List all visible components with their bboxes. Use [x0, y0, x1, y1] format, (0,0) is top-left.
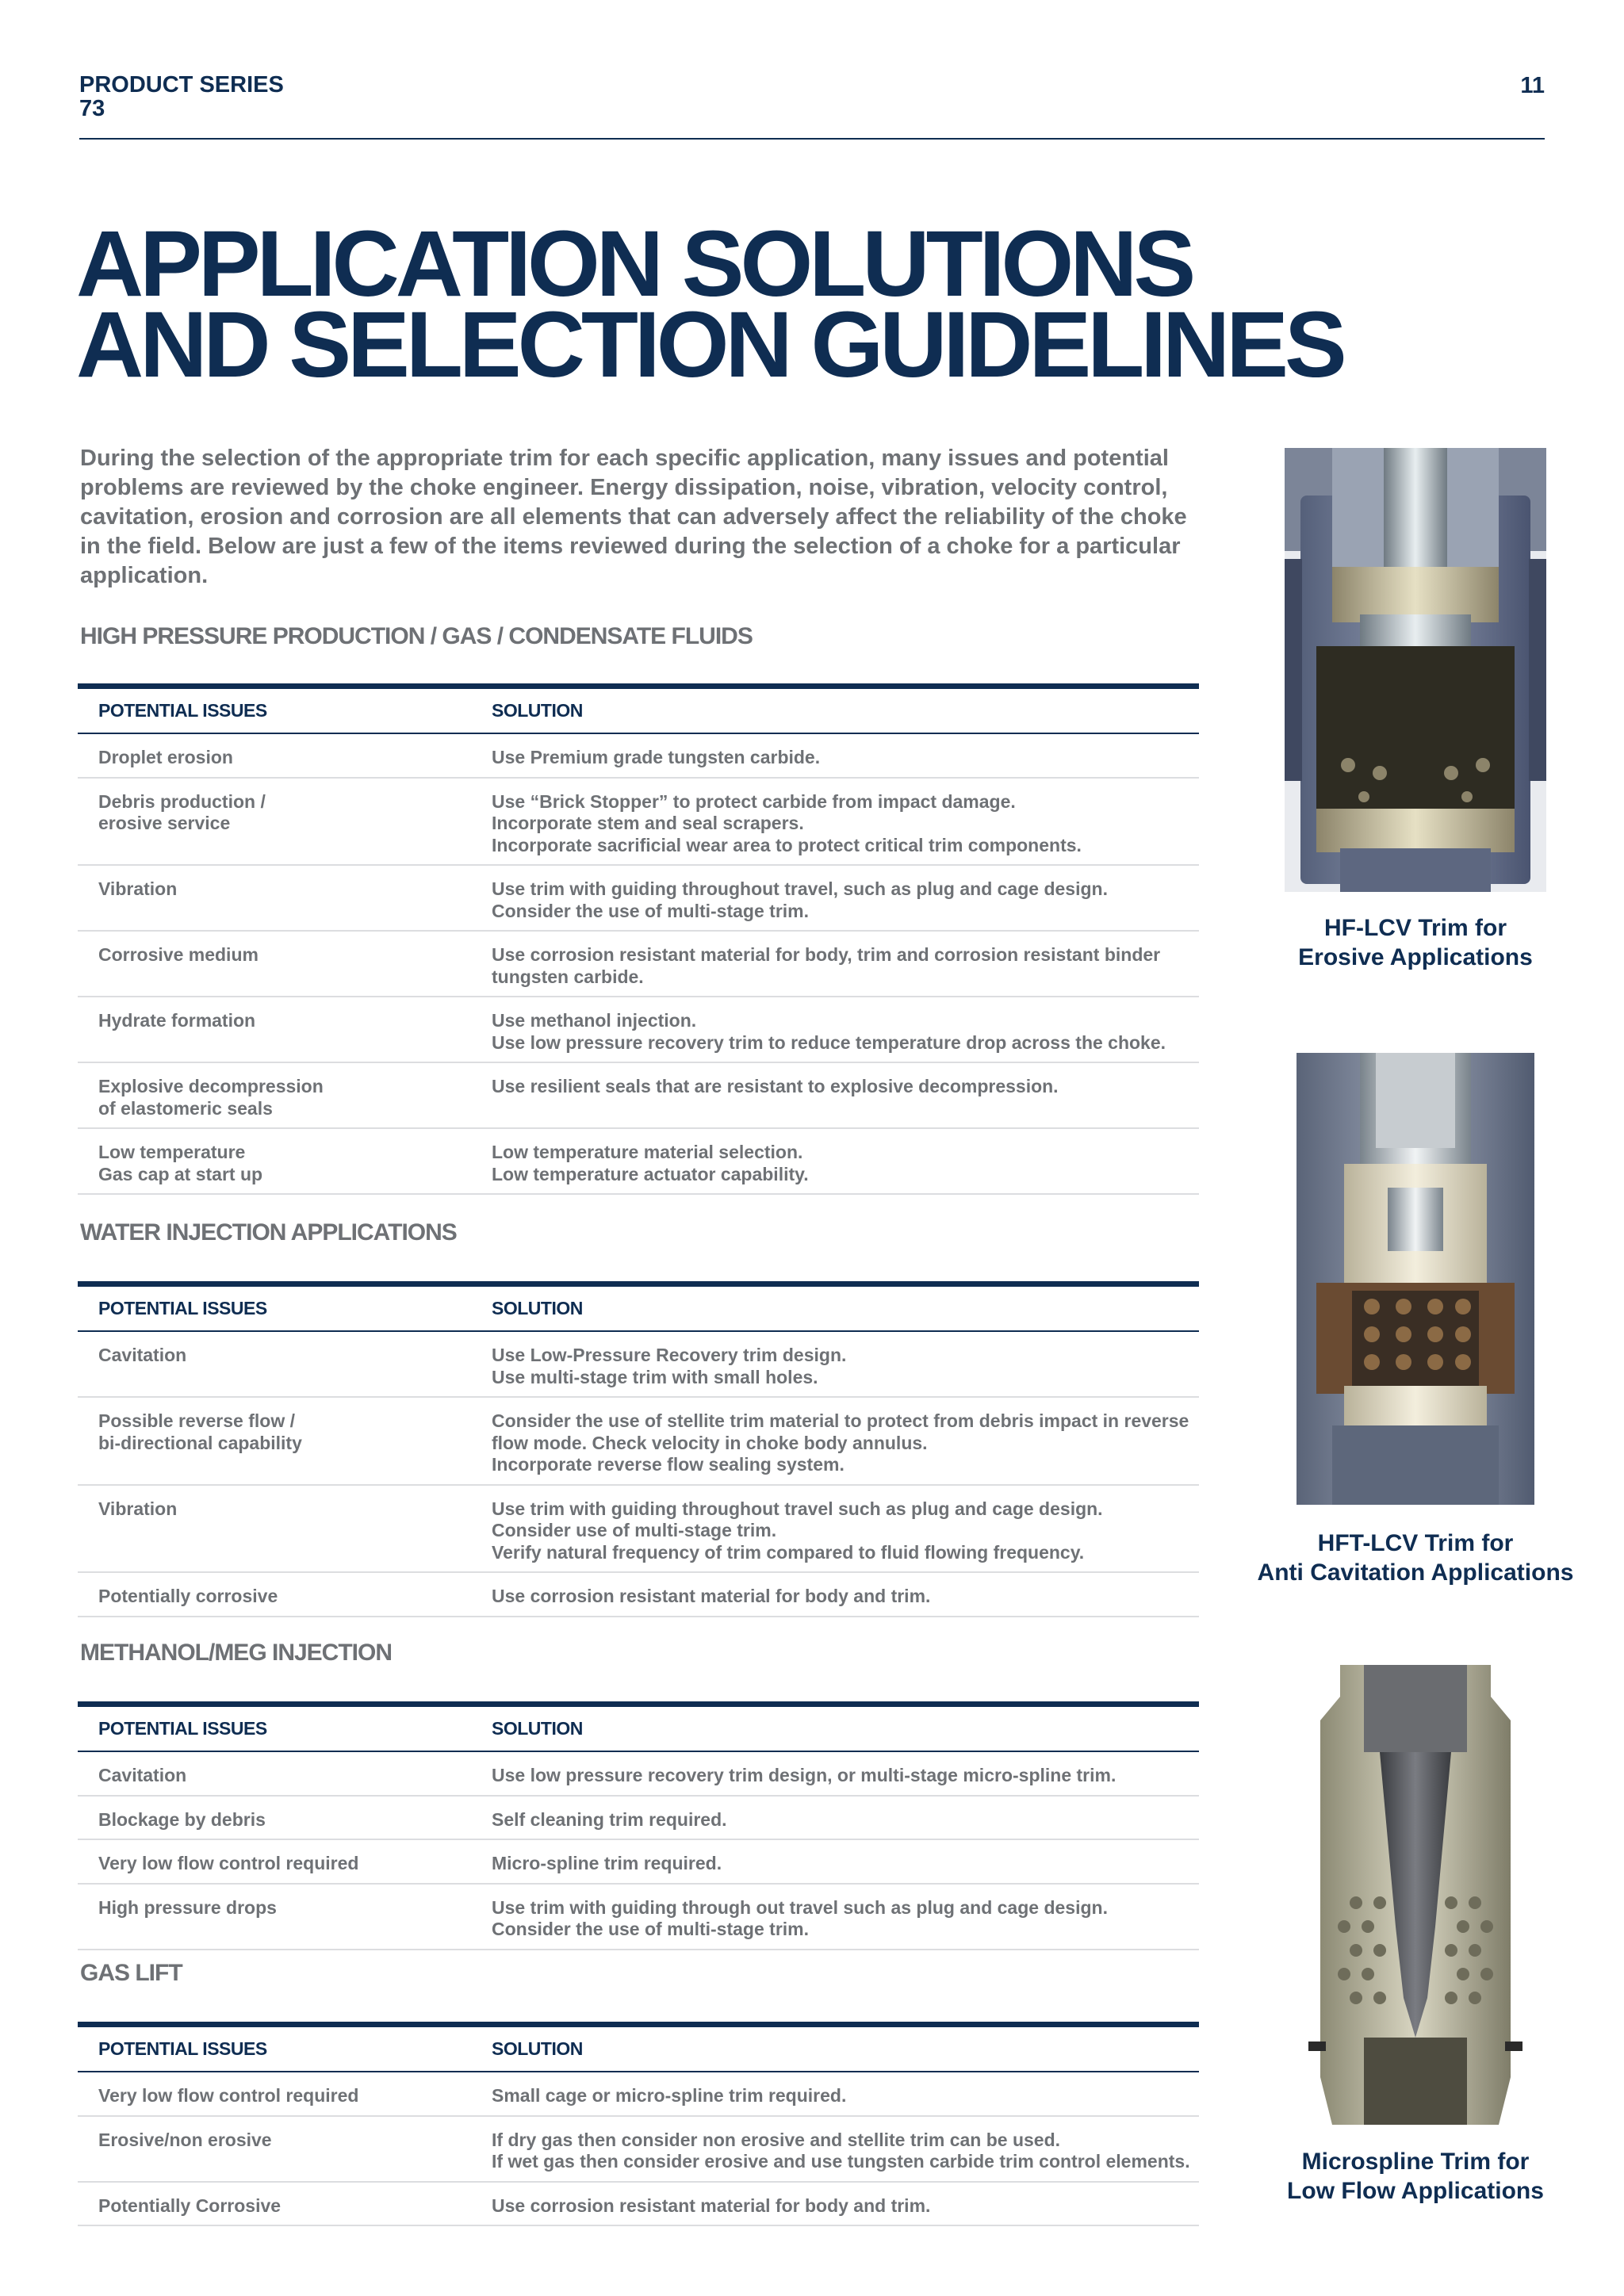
issue-cell: [78, 1128, 471, 1194]
table-header-row: [78, 2025, 1199, 2072]
section-title-high-pressure: HIGH PRESSURE PRODUCTION / GAS / CONDENSATE FLUIDS: [80, 623, 753, 649]
solution-cell: [471, 1572, 1199, 1617]
section-title-water-injection: WATER INJECTION APPLICATIONS: [80, 1219, 457, 1246]
solution-text-line: Verify natural frequency of trim compared to fluid flowing frequency.: [492, 1541, 1085, 1563]
solution-text-line: Consider the use of multi-stage trim.: [492, 900, 809, 921]
solution-text-line: flow mode. Check velocity in choke body annulus.: [492, 1432, 928, 1453]
hft-lcv-caption-line-1: HFT-LCV Trim for: [1317, 1530, 1514, 1556]
solution-text-line: Incorporate reverse flow sealing system.: [492, 1454, 845, 1475]
table-row: [78, 1128, 1199, 1194]
table-row: [78, 1397, 1199, 1485]
issue-text-line: Low temperature: [98, 1142, 246, 1162]
issue-cell: [78, 2072, 471, 2116]
column-header-solution: SOLUTION: [471, 687, 1199, 734]
issue-cell: [78, 1839, 471, 1884]
issue-text-line: Droplet erosion: [98, 747, 233, 767]
solution-cell: [471, 778, 1199, 866]
issue-cell: [78, 931, 471, 997]
solution-text-line: tungsten carbide.: [492, 966, 644, 987]
solution-text-line: If dry gas then consider non erosive and stellite trim can be used.: [492, 2129, 1061, 2150]
table-row: [78, 1572, 1199, 1617]
solution-text-line: Use trim with guiding throughout travel, such as plug and cage design.: [492, 878, 1108, 899]
column-header-solution: SOLUTION: [471, 2025, 1199, 2072]
hft-lcv-caption-line-2: Anti Cavitation Applications: [1257, 1559, 1574, 1586]
solution-cell: [471, 733, 1199, 778]
solution-cell: [471, 1128, 1199, 1194]
solution-cell: [471, 1751, 1199, 1796]
solution-cell: [471, 1796, 1199, 1840]
gas-lift-table: [78, 2022, 1199, 2226]
table-row: [78, 865, 1199, 931]
issue-text-line: Hydrate formation: [98, 1010, 256, 1031]
solution-text-line: Use multi-stage trim with small holes.: [492, 1366, 818, 1387]
solution-text-line: Use corrosion resistant material for body and trim.: [492, 2195, 931, 2216]
methanol-meg-rows: [78, 1751, 1199, 1950]
table-row: [78, 2182, 1199, 2226]
solution-text-line: Use Premium grade tungsten carbide.: [492, 747, 821, 767]
page-title-line-2: AND SELECTION GUIDELINES: [76, 293, 1343, 397]
issue-text-line: Blockage by debris: [98, 1808, 266, 1830]
solution-text-line: Use corrosion resistant material for body and trim.: [492, 1586, 931, 1606]
solution-text-line: Consider use of multi-stage trim.: [492, 1520, 777, 1540]
column-header-issues: POTENTIAL ISSUES: [78, 687, 471, 734]
issue-text-line: of elastomeric seals: [98, 1097, 273, 1119]
gas-lift-rows: [78, 2072, 1199, 2225]
section-title-methanol-meg: METHANOL/MEG INJECTION: [80, 1640, 393, 1666]
solution-cell: [471, 865, 1199, 931]
solution-cell: [471, 2116, 1199, 2182]
page-header: [79, 73, 1545, 121]
solution-text-line: Micro-spline trim required.: [492, 1853, 722, 1873]
high-pressure-table: [78, 683, 1199, 1195]
issue-text-line: bi-directional capability: [98, 1432, 302, 1453]
water-injection-table: [78, 1281, 1199, 1617]
page-title: [76, 212, 1343, 397]
solution-text-line: Use trim with guiding throughout travel such as plug and cage design.: [492, 1498, 1103, 1519]
table-row: [78, 1331, 1199, 1397]
solution-text-line: Use trim with guiding through out travel such as plug and cage design.: [492, 1896, 1108, 1918]
microspline-caption: [1241, 2147, 1590, 2206]
hf-lcv-caption-line-2: Erosive Applications: [1298, 944, 1533, 970]
hf-lcv-caption-line-1: HF-LCV Trim for: [1324, 915, 1507, 941]
table-row: [78, 1062, 1199, 1128]
issue-cell: [78, 1884, 471, 1950]
column-header-solution: SOLUTION: [471, 1284, 1199, 1332]
series-number: 73: [79, 96, 105, 121]
issue-text-line: Very low flow control required: [98, 1853, 359, 1873]
solution-cell: [471, 1839, 1199, 1884]
issue-text-line: Debris production /: [98, 790, 266, 812]
table-row: [78, 1485, 1199, 1573]
microspline-caption-line-2: Low Flow Applications: [1287, 2178, 1544, 2204]
solution-cell: [471, 997, 1199, 1062]
solution-cell: [471, 1331, 1199, 1397]
issue-text-line: Vibration: [98, 1498, 178, 1519]
microspline-trim-image: [1308, 1665, 1522, 2125]
solution-text-line: Use low pressure recovery trim design, or multi-stage micro-spline trim.: [492, 1765, 1116, 1785]
water-injection-rows: [78, 1331, 1199, 1617]
section-title-gas-lift: GAS LIFT: [80, 1960, 182, 1986]
solution-cell: [471, 931, 1199, 997]
intro-paragraph: During the selection of the appropriate trim for each specific application, many issues and potential problems are reviewed by the choke engineer. Energy dissipation, noise, vibration, velocity control, cavitation, erosion and corrosion are all elements that can adversely affect the reliability of the choke in the field. Below are just a few of the items reviewed during the selection of a choke for a particular application.: [80, 446, 1187, 588]
solution-text-line: Use corrosion resistant material for body, trim and corrosion resistant binder: [492, 944, 1161, 965]
table-header-row: [78, 1705, 1199, 1752]
solution-cell: [471, 2182, 1199, 2226]
issue-cell: [78, 1751, 471, 1796]
solution-text-line: Incorporate stem and seal scrapers.: [492, 813, 804, 833]
solution-text-line: Use “Brick Stopper” to protect carbide from impact damage.: [492, 790, 1016, 812]
series-name: PRODUCT SERIES: [79, 72, 284, 98]
solution-text-line: Use resilient seals that are resistant to explosive decompression.: [492, 1076, 1059, 1096]
high-pressure-rows: [78, 733, 1199, 1194]
solution-cell: [471, 1062, 1199, 1128]
solution-text-line: If wet gas then consider erosive and use tungsten carbide trim control elements.: [492, 2151, 1190, 2172]
solution-cell: [471, 1485, 1199, 1573]
issue-cell: [78, 2116, 471, 2182]
hft-lcv-trim-image: [1297, 1053, 1534, 1505]
column-header-issues: POTENTIAL ISSUES: [78, 2025, 471, 2072]
table-row: [78, 997, 1199, 1062]
issue-text-line: Cavitation: [98, 1345, 187, 1365]
solution-cell: [471, 1884, 1199, 1950]
issue-cell: [78, 778, 471, 866]
solution-text-line: Low temperature material selection.: [492, 1142, 803, 1162]
issue-text-line: Gas cap at start up: [98, 1163, 263, 1184]
table-row: [78, 1884, 1199, 1950]
table-row: [78, 2072, 1199, 2116]
issue-cell: [78, 1572, 471, 1617]
table-row: [78, 1839, 1199, 1884]
issue-text-line: Vibration: [98, 878, 178, 899]
solution-text-line: Incorporate sacrificial wear area to protect critical trim components.: [492, 834, 1082, 855]
issue-text-line: Very low flow control required: [98, 2085, 359, 2106]
issue-text-line: Possible reverse flow /: [98, 1410, 296, 1431]
issue-text-line: High pressure drops: [98, 1896, 277, 1918]
product-series-label: [79, 73, 1545, 121]
table-row: [78, 1751, 1199, 1796]
solution-text-line: Use methanol injection.: [492, 1010, 697, 1031]
solution-text-line: Consider the use of multi-stage trim.: [492, 1919, 809, 1939]
issue-cell: [78, 1331, 471, 1397]
issue-text-line: Potentially Corrosive: [98, 2195, 282, 2216]
issue-cell: [78, 1485, 471, 1573]
column-header-issues: POTENTIAL ISSUES: [78, 1705, 471, 1752]
issue-text-line: Potentially corrosive: [98, 1586, 278, 1606]
solution-cell: [471, 2072, 1199, 2116]
issue-text-line: Explosive decompression: [98, 1076, 324, 1096]
issue-text-line: Corrosive medium: [98, 944, 259, 965]
issue-cell: [78, 2182, 471, 2226]
issue-cell: [78, 997, 471, 1062]
issue-text-line: Cavitation: [98, 1765, 187, 1785]
table-header-row: [78, 687, 1199, 734]
solution-text-line: Low temperature actuator capability.: [492, 1163, 809, 1184]
page-title-line-1: APPLICATION SOLUTIONS: [76, 212, 1193, 316]
methanol-meg-table: [78, 1701, 1199, 1950]
solution-text-line: Consider the use of stellite trim material to protect from debris impact in reverse: [492, 1410, 1189, 1431]
table-row: [78, 2116, 1199, 2182]
hf-lcv-caption: [1241, 913, 1590, 972]
issue-cell: [78, 733, 471, 778]
table-header-row: [78, 1284, 1199, 1332]
issue-cell: [78, 1397, 471, 1485]
solution-text-line: Use low pressure recovery trim to reduce temperature drop across the choke.: [492, 1031, 1166, 1053]
issue-text-line: erosive service: [98, 813, 231, 833]
solution-text-line: Use Low-Pressure Recovery trim design.: [492, 1345, 847, 1365]
issue-cell: [78, 1062, 471, 1128]
issue-text-line: Erosive/non erosive: [98, 2129, 272, 2150]
hft-lcv-caption: [1241, 1529, 1590, 1587]
solution-text-line: Small cage or micro-spline trim required.: [492, 2085, 847, 2106]
table-row: [78, 1796, 1199, 1840]
table-row: [78, 733, 1199, 778]
column-header-solution: SOLUTION: [471, 1705, 1199, 1752]
page-number: 11: [1520, 73, 1545, 98]
hf-lcv-trim-image: [1285, 448, 1546, 892]
table-row: [78, 931, 1199, 997]
microspline-caption-line-1: Microspline Trim for: [1301, 2149, 1530, 2175]
issue-cell: [78, 1796, 471, 1840]
issue-cell: [78, 865, 471, 931]
table-row: [78, 778, 1199, 866]
column-header-issues: POTENTIAL ISSUES: [78, 1284, 471, 1332]
solution-text-line: Self cleaning trim required.: [492, 1808, 727, 1830]
solution-cell: [471, 1397, 1199, 1485]
header-divider: [79, 138, 1545, 140]
